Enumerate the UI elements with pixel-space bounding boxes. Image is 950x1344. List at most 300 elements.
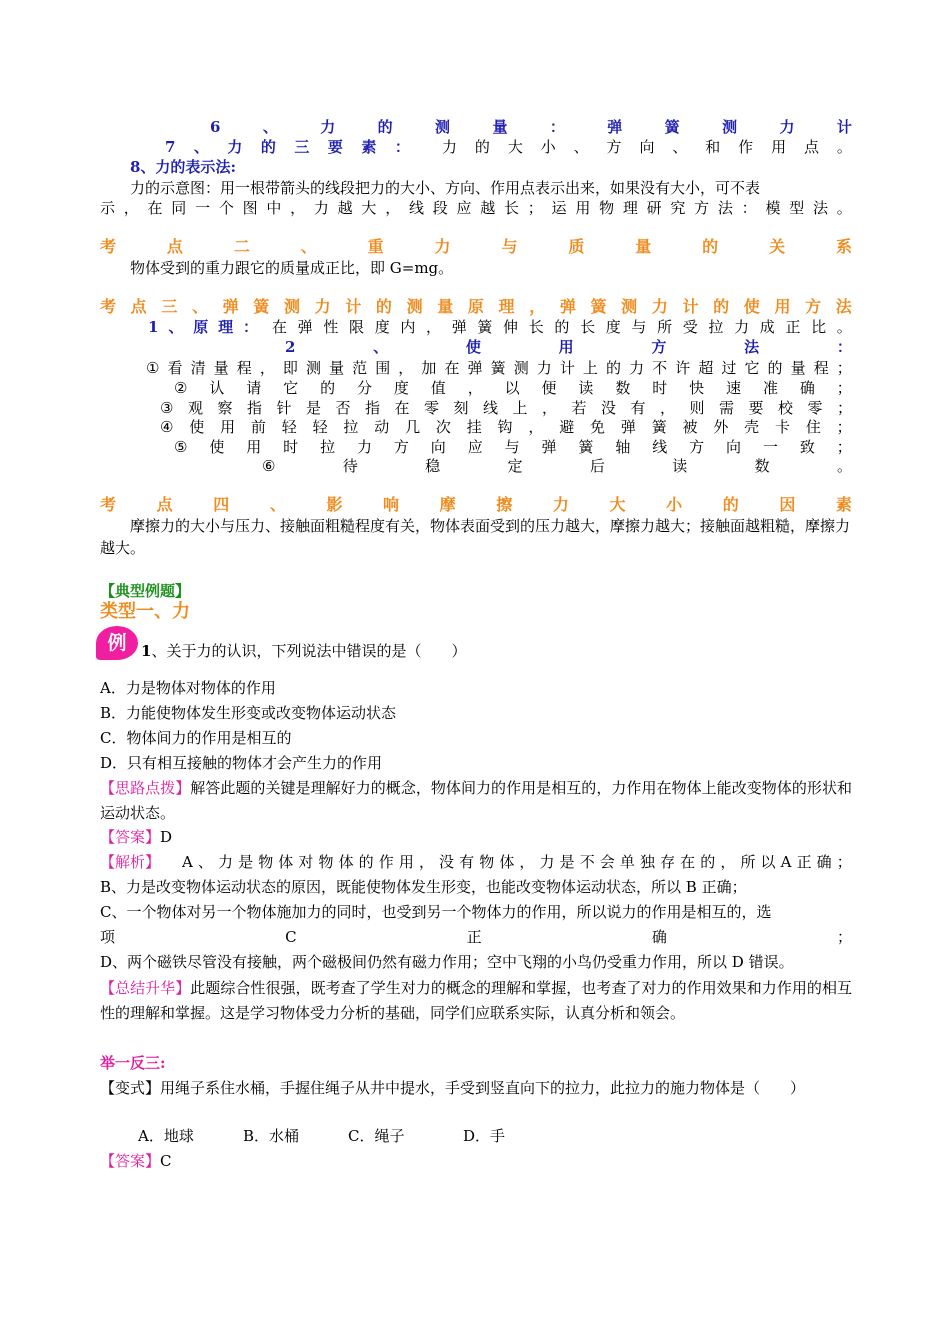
glyph: ， — [290, 199, 306, 217]
glyph: 用 — [774, 297, 791, 316]
glyph: 轻 — [312, 418, 328, 436]
glyph: 大 — [361, 199, 377, 217]
glyph: 它 — [744, 359, 760, 377]
glyph: 弹 — [451, 318, 467, 336]
answer-row — [100, 826, 852, 848]
glyph: 在 — [147, 199, 163, 217]
glyph: 重 — [367, 237, 384, 256]
glyph: 卡 — [775, 418, 791, 436]
glyph: 示 — [100, 199, 116, 217]
glyph: ③ — [160, 399, 174, 417]
glyph: 关 — [769, 237, 786, 256]
glyph: 数 — [615, 379, 631, 397]
glyph: 在 — [444, 359, 460, 377]
glyph: 次 — [435, 418, 451, 436]
glyph: 原 — [193, 318, 209, 336]
glyph: 力 — [218, 853, 234, 871]
glyph: 物 — [479, 853, 495, 871]
glyph: 与 — [504, 438, 520, 456]
option-a: A．力是物体对物体的作用 — [100, 679, 276, 697]
glyph: 型 — [789, 199, 805, 217]
glyph: 弹 — [620, 418, 636, 436]
glyph: 与 — [631, 318, 647, 336]
glyph: 测 — [513, 359, 529, 377]
glyph: 力 — [314, 297, 331, 316]
glyph: ， — [385, 199, 401, 217]
practice-option-a: A．地球 — [138, 1127, 194, 1145]
variant-paragraph — [100, 1076, 852, 1101]
glyph: 测 — [435, 118, 451, 136]
glyph: 量 — [790, 359, 806, 377]
glyph: ； — [836, 853, 852, 871]
glyph: 体 — [499, 853, 515, 871]
glyph: 使 — [465, 338, 481, 356]
glyph: 四 — [213, 495, 230, 514]
glyph: 弹 — [222, 297, 239, 316]
glyph: 被 — [682, 418, 698, 436]
glyph: 、 — [191, 297, 208, 316]
option-d: D．只有相互接触的物体才会产生力的作用 — [100, 754, 383, 772]
kp3-principle — [148, 316, 852, 338]
glyph: 若 — [571, 399, 587, 417]
glyph: 点 — [166, 237, 183, 256]
glyph: 性 — [323, 318, 339, 336]
glyph: 。 — [836, 138, 852, 156]
glyph: 读 — [672, 457, 688, 475]
practice-answer-row — [100, 1150, 852, 1172]
glyph: 量 — [329, 359, 345, 377]
glyph: ； — [836, 928, 852, 946]
glyph: 正 — [785, 318, 801, 336]
glyph: 三 — [161, 297, 178, 316]
glyph: 没 — [600, 399, 616, 417]
glyph: 簧 — [578, 438, 594, 456]
glyph: 长 — [528, 318, 544, 336]
answer-value: D — [160, 828, 173, 846]
glyph: 个 — [218, 199, 234, 217]
glyph: 度 — [374, 318, 390, 336]
kp3-step-6 — [262, 455, 852, 477]
option-b: B．力能使物体发生形变或改变物体运动状态 — [100, 704, 397, 722]
glyph: 用 — [398, 853, 414, 871]
glyph: 方 — [694, 199, 710, 217]
glyph: 力 — [356, 438, 372, 456]
glyph: 力 — [552, 495, 569, 514]
glyph: 1 — [148, 318, 159, 336]
glyph: 的 — [767, 359, 783, 377]
glyph: ： — [549, 118, 565, 136]
glyph: 准 — [762, 379, 778, 397]
glyph: 要 — [748, 399, 764, 417]
example-badge: 例 — [96, 626, 138, 660]
type1-heading: 类型一、力 — [100, 601, 190, 622]
glyph: 因 — [779, 495, 796, 514]
item7-head — [165, 136, 410, 158]
glyph: 程 — [236, 359, 252, 377]
glyph: ④ — [160, 418, 174, 436]
glyph: 量 — [492, 118, 508, 136]
glyph: 一 — [762, 438, 778, 456]
example-question — [141, 640, 893, 662]
glyph: ， — [519, 853, 535, 871]
glyph: 的 — [554, 318, 570, 336]
hint-label: 【思路点拨】 — [100, 779, 191, 797]
kp3-step-4 — [160, 416, 852, 438]
glyph: 作 — [738, 138, 754, 156]
glyph: 独 — [639, 853, 655, 871]
glyph: 原 — [467, 297, 484, 316]
glyph: 受 — [682, 318, 698, 336]
glyph: 力 — [779, 118, 795, 136]
glyph: 的 — [375, 297, 392, 316]
glyph: 究 — [670, 199, 686, 217]
glyph: 程 — [813, 359, 829, 377]
question-number: 1 — [141, 642, 152, 660]
kp3-principle-label — [148, 316, 258, 338]
glyph: 。 — [836, 199, 852, 217]
glyph: 正 — [466, 928, 482, 946]
glyph: 影 — [326, 495, 343, 514]
glyph: 上 — [512, 399, 528, 417]
glyph: 小 — [540, 138, 556, 156]
glyph: 会 — [599, 853, 615, 871]
hint-text: 解答此题的关键是理解好力的概念，物体间力的作用是相互的，力作用在物体上能改变物体的形状和运动状态。 — [100, 779, 852, 822]
glyph: 时 — [652, 379, 668, 397]
glyph: 指 — [364, 399, 380, 417]
glyph: 避 — [559, 418, 575, 436]
glyph: 应 — [467, 438, 483, 456]
glyph: 长 — [580, 318, 596, 336]
glyph: 的 — [700, 853, 716, 871]
glyph: 物 — [318, 853, 334, 871]
glyph: 2 — [285, 338, 296, 356]
glyph: 向 — [430, 438, 446, 456]
glyph: 测 — [283, 297, 300, 316]
glyph: 簧 — [590, 297, 607, 316]
glyph: 素 — [361, 138, 377, 156]
glyph: 和 — [705, 138, 721, 156]
glyph: 加 — [421, 359, 437, 377]
glyph: ， — [720, 853, 736, 871]
glyph: 6 — [210, 118, 221, 136]
glyph: 考 — [100, 297, 117, 316]
glyph: ， — [659, 399, 675, 417]
glyph: 、 — [193, 138, 209, 156]
glyph: 数 — [754, 457, 770, 475]
glyph: 方 — [606, 138, 622, 156]
glyph: 否 — [335, 399, 351, 417]
glyph: 大 — [507, 138, 523, 156]
glyph: 三 — [294, 138, 310, 156]
glyph: 物 — [599, 199, 615, 217]
glyph: 理 — [498, 297, 515, 316]
variant-label: 【变式】 — [100, 1079, 161, 1097]
glyph: 项 — [100, 928, 116, 946]
glyph: 清 — [190, 359, 206, 377]
glyph: 力 — [313, 199, 329, 217]
glyph: 计 — [836, 118, 852, 136]
glyph: 摩 — [439, 495, 456, 514]
glyph: 请 — [246, 379, 262, 397]
glyph: 分 — [356, 379, 372, 397]
glyph: 有 — [630, 399, 646, 417]
summary-label: 【总结升华】 — [100, 979, 191, 997]
kp3-step-2 — [174, 377, 852, 399]
glyph: 力 — [651, 297, 668, 316]
glyph: 定 — [507, 457, 523, 475]
kp3-step-1 — [146, 357, 852, 379]
glyph: 测 — [406, 297, 423, 316]
glyph: 壳 — [744, 418, 760, 436]
glyph: 用 — [575, 199, 591, 217]
glyph: 方 — [689, 438, 705, 456]
glyph: 质 — [568, 237, 585, 256]
glyph: 小 — [666, 495, 683, 514]
glyph: 要 — [327, 138, 343, 156]
glyph: 大 — [609, 495, 626, 514]
glyph: 计 — [682, 297, 699, 316]
glyph: 确 — [816, 853, 832, 871]
glyph: 计 — [345, 297, 362, 316]
summary-paragraph — [100, 976, 852, 1026]
glyph: ； — [836, 418, 852, 436]
glyph: 测 — [722, 118, 738, 136]
glyph: 点 — [130, 297, 147, 316]
glyph: C — [285, 928, 297, 946]
glyph: 围 — [375, 359, 391, 377]
glyph: 轻 — [281, 418, 297, 436]
glyph: 用 — [558, 338, 574, 356]
glyph: 外 — [713, 418, 729, 436]
analysis-label: 【解析】 — [100, 853, 161, 871]
practice-answer-value: C — [160, 1152, 172, 1170]
glyph: 法 — [744, 338, 760, 356]
glyph: 值 — [430, 379, 446, 397]
kp4-text: 摩擦力的大小与压力、接触面粗糙程度有关，物体表面受到的压力越大，摩擦力越大；接触面越粗糙，摩擦力越大。 — [100, 517, 851, 557]
glyph: 量 — [437, 297, 454, 316]
glyph: 向 — [726, 438, 742, 456]
glyph: 它 — [283, 379, 299, 397]
glyph: 用 — [771, 138, 787, 156]
glyph: 考 — [100, 237, 117, 256]
glyph: 、 — [262, 118, 278, 136]
glyph: 的 — [713, 297, 730, 316]
glyph: 动 — [374, 418, 390, 436]
glyph: 拉 — [320, 438, 336, 456]
analysis-l4 — [100, 926, 852, 948]
glyph: 需 — [718, 399, 734, 417]
glyph: 限 — [349, 318, 365, 336]
glyph: 确 — [651, 928, 667, 946]
glyph: 力 — [734, 318, 750, 336]
glyph: 拉 — [343, 418, 359, 436]
glyph: 使 — [743, 297, 760, 316]
glyph: 察 — [217, 399, 233, 417]
glyph: ； — [527, 199, 543, 217]
summary-text: 此题综合性很强，既考查了学生对力的概念的理解和掌握，也考查了对力的作用效果和力作用的相互性的理解和掌握。这是学习物体受力分析的基础，同学们应联系实际，认真分析和领会。 — [100, 979, 852, 1022]
glyph: 段 — [432, 199, 448, 217]
glyph: 不 — [579, 853, 595, 871]
glyph: ， — [541, 399, 557, 417]
glyph: 钩 — [497, 418, 513, 436]
analysis-l1 — [100, 851, 852, 873]
glyph: 、 — [300, 237, 317, 256]
glyph: 的 — [606, 359, 622, 377]
glyph: 上 — [582, 359, 598, 377]
glyph: 线 — [482, 399, 498, 417]
item8-heading: 8、力的表示法: — [130, 158, 236, 176]
variant-text: 用绳子系住水桶，手握住绳子从井中提水，手受到竖直向下的拉力，此拉力的施力物体是（ ） — [160, 1079, 806, 1097]
glyph: 以 — [504, 379, 520, 397]
glyph: 确 — [799, 379, 815, 397]
glyph: 伸 — [503, 318, 519, 336]
glyph: 力 — [442, 138, 458, 156]
glyph: ： — [836, 338, 852, 356]
glyph: ， — [259, 359, 275, 377]
glyph: 的 — [260, 138, 276, 156]
glyph: 使 — [209, 438, 225, 456]
glyph: 以 — [760, 853, 776, 871]
glyph: 法 — [835, 297, 852, 316]
glyph: 即 — [282, 359, 298, 377]
glyph: 成 — [759, 318, 775, 336]
kp2-text: 物体受到的重力跟它的质量成正比，即 G=mg。 — [130, 259, 454, 277]
glyph: 观 — [187, 399, 203, 417]
glyph: 是 — [238, 853, 254, 871]
glyph: 、 — [672, 138, 688, 156]
glyph: 不 — [652, 359, 668, 377]
glyph: 的 — [358, 853, 374, 871]
practice-option-d: D．手 — [463, 1127, 506, 1145]
glyph: 有 — [459, 853, 475, 871]
analysis-l5: D、两个磁铁尽管没有接触，两个磁极间仍然有磁力作用；空中飞翔的小鸟仍受重力作用，所以 D 错误。 — [100, 953, 794, 971]
glyph: ， — [529, 297, 546, 316]
glyph: 度 — [605, 318, 621, 336]
glyph: 应 — [456, 199, 472, 217]
glyph: 用 — [246, 438, 262, 456]
glyph: 在 — [272, 318, 288, 336]
glyph: 向 — [639, 138, 655, 156]
item6-line — [210, 116, 852, 138]
glyph: 前 — [250, 418, 266, 436]
glyph: 越 — [337, 199, 353, 217]
glyph: 弹 — [541, 438, 557, 456]
glyph: 读 — [578, 379, 594, 397]
glyph: ， — [426, 318, 442, 336]
glyph: 范 — [352, 359, 368, 377]
glyph: 测 — [305, 359, 321, 377]
glyph: 物 — [258, 853, 274, 871]
glyph: ① — [146, 359, 160, 377]
glyph: 稳 — [425, 457, 441, 475]
glyph: ， — [123, 199, 139, 217]
glyph: 二 — [233, 237, 250, 256]
glyph: 零 — [807, 399, 823, 417]
glyph: 越 — [480, 199, 496, 217]
glyph: 、 — [573, 138, 589, 156]
glyph: 线 — [652, 438, 668, 456]
glyph: 力 — [629, 359, 645, 377]
glyph: 力 — [536, 359, 552, 377]
glyph: 则 — [689, 399, 705, 417]
glyph: 簧 — [253, 297, 270, 316]
glyph: 点 — [156, 495, 173, 514]
practice-header: 举一反三: — [100, 1054, 166, 1072]
glyph: 簧 — [477, 318, 493, 336]
glyph: 运 — [551, 199, 567, 217]
kp2-title — [100, 236, 852, 258]
glyph: ； — [836, 359, 852, 377]
glyph: 比 — [811, 318, 827, 336]
kp4-title — [100, 494, 852, 516]
practice-answer-label: 【答案】 — [100, 1152, 161, 1170]
glyph: 在 — [394, 399, 410, 417]
glyph: 的 — [702, 237, 719, 256]
glyph: 模 — [765, 199, 781, 217]
glyph: 是 — [559, 853, 575, 871]
glyph: 轴 — [615, 438, 631, 456]
glyph: 。 — [836, 318, 852, 336]
glyph: 点 — [803, 138, 819, 156]
answer-label: 【答案】 — [100, 828, 161, 846]
glyph: 许 — [675, 359, 691, 377]
glyph: 簧 — [664, 118, 680, 136]
glyph: 挂 — [466, 418, 482, 436]
glyph: 所 — [657, 318, 673, 336]
glyph: 力 — [434, 237, 451, 256]
glyph: 、 — [197, 853, 213, 871]
glyph: 使 — [189, 418, 205, 436]
item7-line — [165, 136, 852, 158]
item8-text-l1: 力的示意图：用一根带箭头的线段把力的大小、方向、作用点表示出来，如果没有大小，可不表 — [130, 179, 761, 197]
practice-option-b: B．水桶 — [243, 1127, 300, 1145]
glyph: 方 — [393, 438, 409, 456]
glyph: ： — [394, 138, 410, 156]
glyph: ② — [174, 379, 188, 397]
glyph: 针 — [276, 399, 292, 417]
glyph: 测 — [621, 297, 638, 316]
glyph: 拉 — [708, 318, 724, 336]
glyph: 法 — [812, 199, 828, 217]
glyph: 作 — [378, 853, 394, 871]
glyph: 方 — [651, 338, 667, 356]
glyph: ； — [836, 438, 852, 456]
kp3-principle-text — [272, 316, 852, 338]
hint-paragraph — [100, 776, 852, 826]
glyph: 正 — [796, 853, 812, 871]
glyph: ， — [467, 379, 483, 397]
glyph: 校 — [777, 399, 793, 417]
practice-option-c: C．绳子 — [348, 1127, 405, 1145]
glyph: 研 — [646, 199, 662, 217]
glyph: 理 — [218, 318, 234, 336]
glyph: 、 — [168, 318, 184, 336]
glyph: 用 — [220, 418, 236, 436]
glyph: 看 — [167, 359, 183, 377]
glyph: 体 — [338, 853, 354, 871]
glyph: ： — [741, 199, 757, 217]
glyph: 时 — [283, 438, 299, 456]
glyph: 没 — [439, 853, 455, 871]
glyph: 便 — [541, 379, 557, 397]
glyph: 快 — [689, 379, 705, 397]
glyph: 图 — [242, 199, 258, 217]
glyph: 力 — [539, 853, 555, 871]
glyph: 理 — [622, 199, 638, 217]
glyph: 一 — [195, 199, 211, 217]
glyph: 方 — [805, 297, 822, 316]
glyph: ， — [418, 853, 434, 871]
